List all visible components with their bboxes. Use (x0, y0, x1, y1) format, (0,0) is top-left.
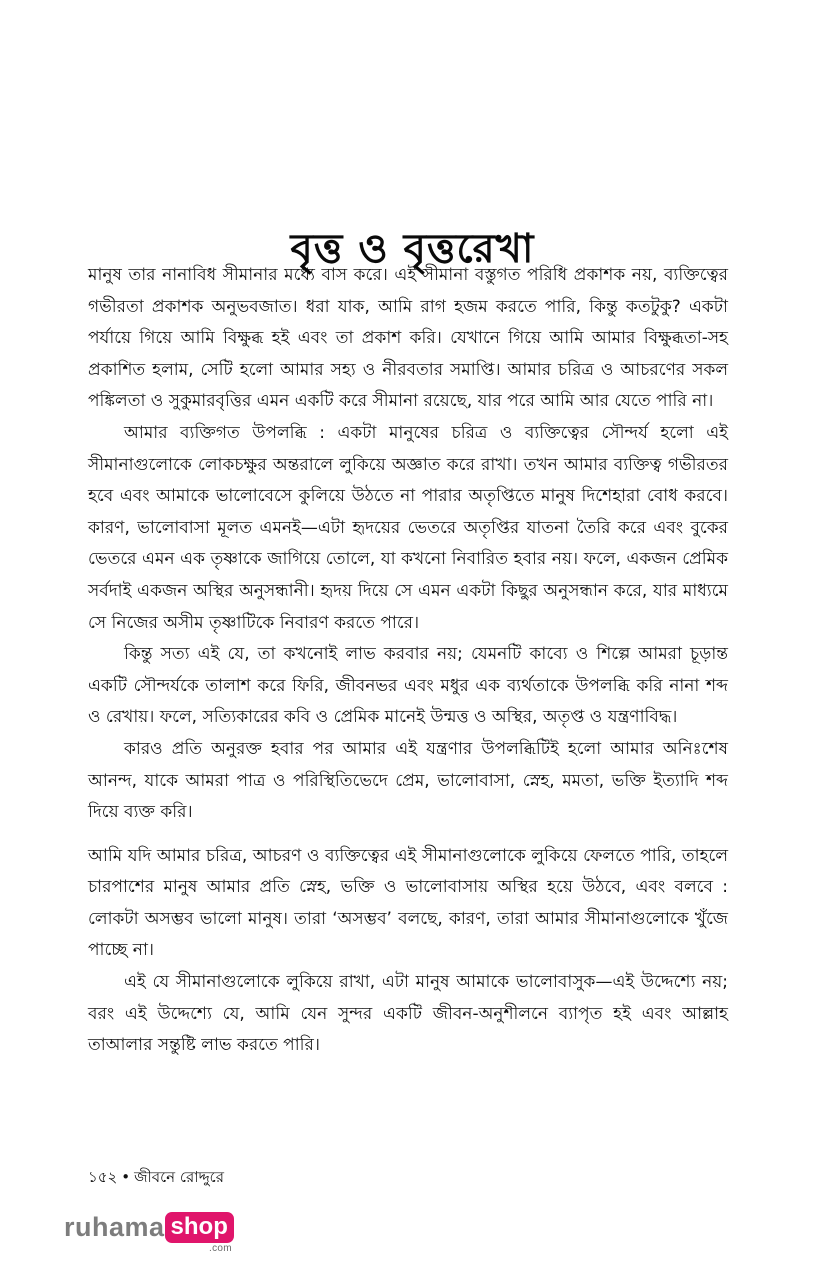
article-body (88, 260, 728, 1062)
paragraph-5: আমি যদি আমার চরিত্র, আচরণ ও ব্যক্তিত্বের এই সীমানাগুলোকে লুকিয়ে ফেলতে পারি, তাহলে চারপাশের মানুষ আমার প্রতি স্নেহ, ভক্তি ও ভালোবাসায় অস্থির হয়ে উঠবে, এবং বলবে : লোকটা অসম্ভব ভালো মানুষ। তারা ‘অসম্ভব’ বলছে, কারণ, তারা আমার সীমানাগুলোকে খুঁজে পাচ্ছে না। (88, 845, 728, 961)
logo-shop-badge (165, 1210, 234, 1254)
paragraph-1: মানুষ তার নানাবিধ সীমানার মধ্যে বাস করে। এই সীমানা বস্তুগত পরিধি প্রকাশক নয়, ব্যক্তিত্বের গভীরতা প্রকাশক অনুভবজাত। ধরা যাক, আমি রাগ হজম করতে পারি, কিন্তু কতটুকু? একটা পর্যায়ে গিয়ে আমি বিক্ষুব্ধ হই এবং তা প্রকাশ করি। যেখানে গিয়ে আমি আমার বিক্ষুব্ধতা-সহ প্রকাশিত হলাম, সেটি হলো আমার সহ্য ও নীরবতার সমাপ্তি। আমার চরিত্র ও আচরণের সকল পঙ্কিলতা ও সুকুমারবৃত্তির এমন একটি করে সীমানা রয়েছে, যার পরে আমি আর যেতে পারি না। (88, 265, 728, 412)
paragraph-6: এই যে সীমানাগুলোকে লুকিয়ে রাখা, এটা মানুষ আমাকে ভালোবাসুক—এই উদ্দেশ্যে নয়; বরং এই উদ্দেশ্যে যে, আমি যেন সুন্দর একটি জীবন-অনুশীলনে ব্যাপৃত হই এবং আল্লাহ তাআলার সন্তুষ্টি লাভ করতে পারি। (88, 972, 728, 1056)
page-number: ১৫২ (88, 1168, 118, 1186)
logo-brand-text: ruhama (64, 1212, 165, 1242)
logo-domain-text: .com (209, 1243, 232, 1254)
logo-shop-text: shop (165, 1212, 234, 1243)
page-footer (88, 1166, 224, 1191)
paragraph-2: আমার ব্যক্তিগত উপলব্ধি : একটা মানুষের চরিত্র ও ব্যক্তিত্বের সৌন্দর্য হলো এই সীমানাগুলোকে লোকচক্ষুর অন্তরালে লুকিয়ে অজ্ঞাত করে রাখা। তখন আমার ব্যক্তিত্ব গভীরতর হবে এবং আমাকে ভালোবেসে কুলিয়ে উঠতে না পারার অতৃপ্তিতে মানুষ দিশেহারা বোধ করবে। কারণ, ভালোবাসা মূলত এমনই—এটা হৃদয়ের ভেতরে অতৃপ্তির যাতনা তৈরি করে এবং বুকের ভেতরে এমন এক তৃষ্ণাকে জাগিয়ে তোলে, যা কখনো নিবারিত হবার নয়। ফলে, একজন প্রেমিক সর্বদাই একজন অস্থির অনুসন্ধানী। হৃদয় দিয়ে সে এমন একটা কিছুর অনুসন্ধান করে, যার মাধ্যমে সে নিজের অসীম তৃষ্ণাটিকে নিবারণ করতে পারে। (88, 422, 728, 633)
chapter-title: বৃত্ত ও বৃত্তরেখা (290, 225, 535, 272)
ruhamashop-logo[interactable] (64, 1210, 234, 1256)
paragraph-4: কারও প্রতি অনুরক্ত হবার পর আমার এই যন্ত্রণার উপলব্ধিটিই হলো আমার অনিঃশেষ আনন্দ, যাকে আমরা পাত্র ও পরিস্থিতিভেদে প্রেম, ভালোবাসা, স্নেহ, মমতা, ভক্তি ইত্যাদি শব্দ দিয়ে ব্যক্ত করি। (88, 738, 728, 823)
running-book-title: জীবনে রোদ্দুরে (134, 1168, 224, 1186)
paragraph-3: কিন্তু সত্য এই যে, তা কখনোই লাভ করবার নয়; যেমনটি কাব্যে ও শিল্পে আমরা চূড়ান্ত একটি সৌন্দর্যকে তালাশ করে ফিরি, জীবনভর এবং মধুর এক ব্যর্থতাকে উপলব্ধি করি নানা শব্দ ও রেখায়। ফলে, সত্যিকারের কবি ও প্রেমিক মানেই উন্মত্ত ও অস্থির, অতৃপ্ত ও যন্ত্রণাবিদ্ধ। (88, 644, 728, 728)
footer-separator: • (121, 1168, 131, 1186)
